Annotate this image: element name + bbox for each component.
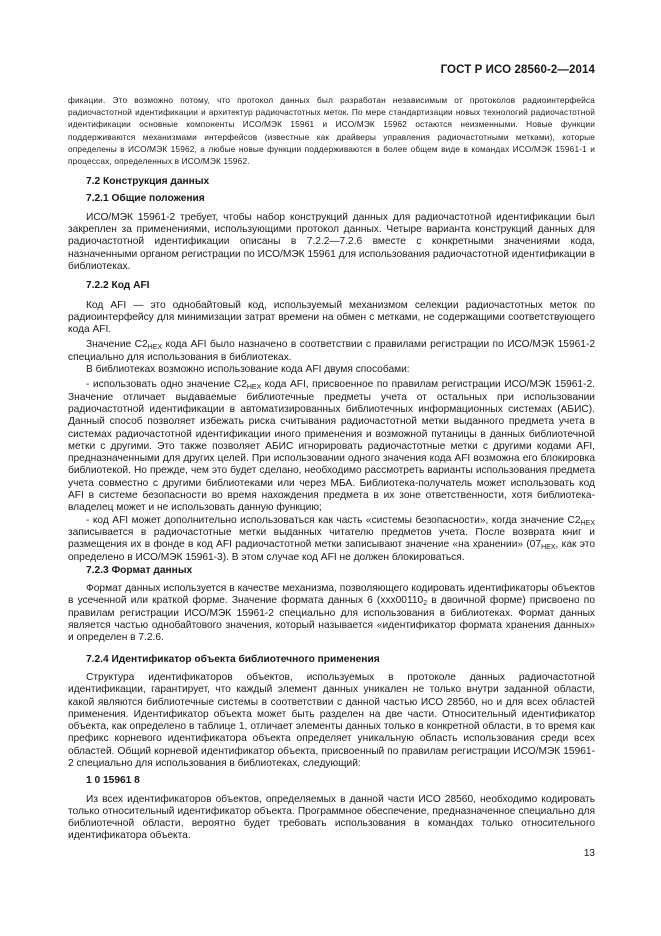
section-7-2-heading: 7.2 Конструкция данных bbox=[86, 176, 210, 188]
section-7-2-1-heading: 7.2.1 Общие положения bbox=[86, 192, 205, 204]
section-7-2-4-heading: 7.2.4 Идентификатор объекта библиотечного применения bbox=[86, 653, 380, 665]
page-header: ГОСТ Р ИСО 28560-2—2014 bbox=[440, 64, 595, 76]
section-7-2-2-list-item-2: - код AFI может дополнительно использоваться как часть «системы безопасности», когда значение $C2_{HEX}$ записывается в радиочастотные метки выданных читателю предметов учета. После возврата книг и размещения их в фонде в код AFI радиочастотной метки записывают значение «на хранении» ($07_{HEX}$, как это определено в ИСО/МЭК 15961-3). В этом случае код AFI не должен блокироваться. bbox=[68, 514, 595, 563]
section-7-2-3-paragraph: Формат данных используется в качестве механизма, позволяющего кодировать идентификаторы объектов в усеченной или краткой форме. Значение формата данных 6 ($xxx00110_2$ в двоичной форме) присвоено по правилам регистрации ИСО/МЭК 15961-2 специально для использования в библиотеках. Формат данных является частью однобайтового значения, который называется «идентификатор формата хранения данных» и определен в 7.2.6. bbox=[68, 583, 595, 644]
root-object-identifier: 1 0 15961 8 bbox=[86, 775, 140, 787]
section-7-2-4-paragraph-2: Из всех идентификаторов объектов, определяемых в данной части ИСО 28560, необходимо кодировать только относительный идентификатор объекта. Программное обеспечение, предназначенное специально для библиотечной области, вероятно будет требовать использования в командах только относительного идентификатора объекта. bbox=[68, 793, 595, 842]
intro-paragraph: фикации. Это возможно потому, что протокол данных был разработан независимым от протоколов радиоинтерфейса радиочастотной идентификации и архитектур радиочастотных меток. По мере стандартизации новых технологий радиочастотной идентификации основные компоненты ИСО/МЭК 15961 и ИСО/МЭК 15962 остаются неизменными. Новые функции поддерживаются механизмами интерфейсов (известные как драйверы управления радиочастотными метками), которые определены в ИСО/МЭК 15962, а любые новые функции поддерживаются в более общем виде в командах ИСО/МЭК 15961-1 и процессах, определенных в ИСО/МЭК 15962. bbox=[68, 95, 595, 167]
section-7-2-4-paragraph-1: Структура идентификаторов объектов, используемых в протоколе данных радиочастотной идентификации, гарантирует, что каждый элемент данных уникален не только внутри заданной области, какой являются библиотечные системы в соответствии с данной частью ИСО 28560, но и для всех областей применения. Идентификатор объекта может быть разделен на две части. Относительный идентификатор объекта, как определено в таблице 1, отличает элементы данных только в конкретной области, в то время как префикс корневого идентификатора объекта определяет уникальную область использования среди всех областей. Общий корневой идентификатор объекта, присвоенный по правилам регистрации ИСО/МЭК 15961-2 специально для использования в библиотеках, следующий: bbox=[68, 671, 595, 769]
section-7-2-2-list-item-1: - использовать одно значение $C2_{HEX}$ кода AFI, присвоенное по правилам регистрации ИСО/МЭК 15961-2. Значение отличает выдаваемые библиотечные предметы учета от остальных при использовании радиочастотной идентификации в автоматизированных библиотечных информационных системах (АБИС). Данный способ позволяет избежать риска считывания радиочастотной метки выданного предмета учета в системах радиочастотной идентификации иного применения и возможной путаницы в данных библиотечной метки с другими. Это также позволяет АБИС игнорировать радиочастотные метки с другими кодами AFI, предназначенными для других целей. При использовании одного значения кода AFI возможна его блокировка библиотекой. Но прежде, чем это будет сделано, необходимо рассмотреть варианты использования предмета учета совместно с другими библиотеками или через МБА. Библиотека-получатель может использовать код AFI в системе безопасности во время нахождения предмета в их зоне ответственности, хотя библиотека-владелец может и не использовать данную функцию; bbox=[68, 379, 595, 514]
section-7-2-2-paragraph-1: Код AFI — это однобайтовый код, используемый механизмом селекции радиочастотных меток по радиоинтерфейсу для минимизации затрат времени на обмен с метками, не содержащими соответствующего кода AFI. bbox=[68, 299, 595, 336]
section-7-2-3-heading: 7.2.3 Формат данных bbox=[86, 564, 193, 576]
section-7-2-1-paragraph: ИСО/МЭК 15961-2 требует, чтобы набор конструкций данных для радиочастотной идентификации был закреплен за применениями, использующими протокол данных. Четыре варианта конструкций данных для радиочастотной идентификации описаны в 7.2.2—7.2.6 вместе с конкретными значениями кода, назначенными органом регистрации по ИСО/МЭК 15961 для использования радиочастотной идентификации в библиотеках. bbox=[68, 211, 595, 272]
document-body bbox=[68, 94, 595, 843]
section-7-2-2-heading: 7.2.2 Код AFI bbox=[86, 280, 150, 292]
page-number: 13 bbox=[583, 848, 595, 859]
section-7-2-2-paragraph-2: Значение $C2_{HEX}$ кода AFI было назначено в соответствии с правилами регистрации по ИСО/МЭК 15961-2 специально для использования в библиотеках. bbox=[68, 339, 596, 363]
section-7-2-2-paragraph-3: В библиотеках возможно использование кода AFI двумя способами: bbox=[86, 364, 410, 376]
